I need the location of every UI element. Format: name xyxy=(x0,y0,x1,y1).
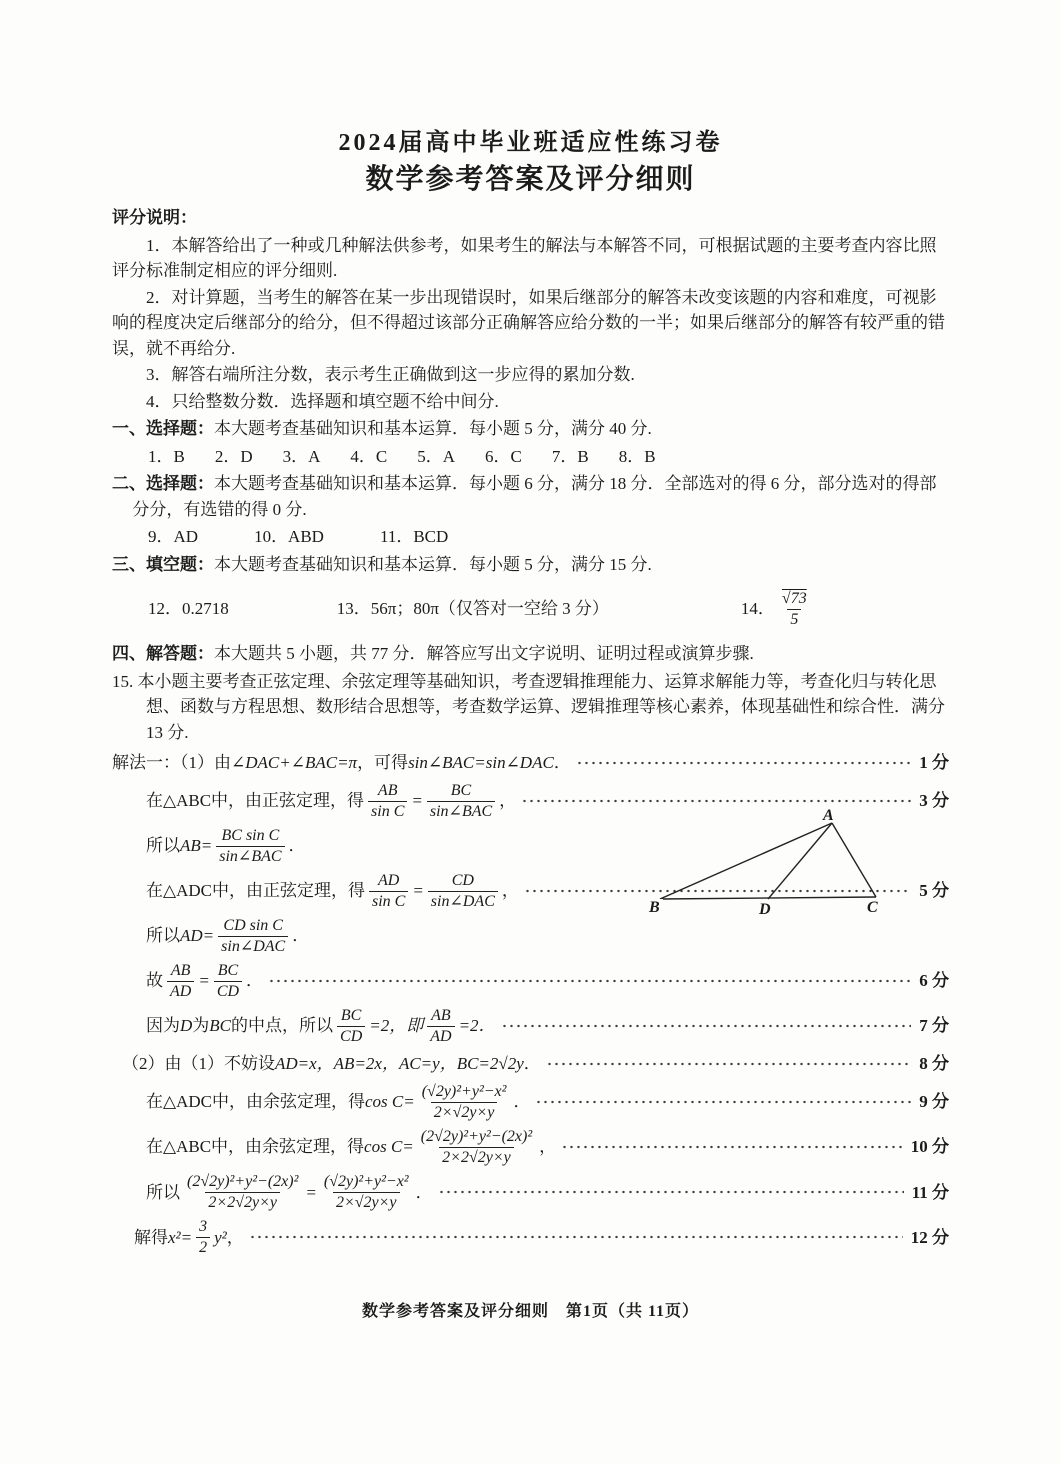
fraction-denominator: sin∠DAC xyxy=(218,936,288,957)
solution-text: ， xyxy=(501,881,519,901)
fill-answer-13: 13．56π；80π（仅答对一空给 3 分） xyxy=(336,599,609,619)
vertex-label-c: C xyxy=(864,899,881,917)
fraction-denominator: 2×√2y×y xyxy=(431,1102,498,1123)
fraction xyxy=(216,826,284,866)
math-expression: x²= xyxy=(168,1227,193,1247)
answers-row-1 xyxy=(112,444,949,470)
math-expression: =2，即 xyxy=(369,1016,424,1036)
dotted-leader xyxy=(521,797,911,805)
answer-item: 2．D xyxy=(214,446,253,466)
grading-note-3: 3．解答右端所注分数，表示考生正确做到这一步应得的累加分数. xyxy=(146,365,635,384)
section-4-desc: 本大题共 5 小题，共 77 分．解答应写出文字说明、证明过程或演算步骤. xyxy=(214,644,754,663)
solution-text: ． xyxy=(523,1054,541,1074)
solution-text: 解法一：（1）由 xyxy=(112,753,231,773)
dotted-leader xyxy=(546,1060,911,1068)
solution-text: 为 xyxy=(192,1016,210,1036)
solution-text: 在△ABC中，由余弦定理，得 xyxy=(146,1137,365,1157)
section-4-heading xyxy=(112,641,949,667)
math-expression: AD= xyxy=(180,926,215,946)
fraction-numerator: (2√2y)²+y²−(2x)² xyxy=(187,1173,299,1191)
solution-line-8 xyxy=(112,1050,949,1078)
math-expression: =2． xyxy=(458,1016,496,1036)
section-2-heading xyxy=(112,471,949,522)
grading-notes-heading: 评分说明： xyxy=(112,208,197,227)
section-1-label: 一、选择题： xyxy=(112,419,214,438)
solution-text: ． xyxy=(415,1182,433,1202)
solution-line-6 xyxy=(112,960,949,1002)
fraction-denominator: 2 xyxy=(196,1237,210,1258)
fraction-denominator: AD xyxy=(427,1026,454,1047)
fraction xyxy=(428,871,498,911)
math-expression: D xyxy=(180,1016,193,1036)
math-expression: AD=x，AB=2x，AC=y，BC=2√2y xyxy=(275,1054,524,1074)
section-4-label: 四、解答题： xyxy=(112,644,214,663)
answer-item: 1．B xyxy=(148,446,185,466)
math-expression: ∠DAC+∠BAC=π xyxy=(231,753,358,773)
fraction xyxy=(418,1127,535,1167)
fraction-denominator: CD xyxy=(337,1026,365,1047)
section-1-desc: 本大题考查基础知识和基本运算．每小题 5 分，满分 40 分. xyxy=(214,419,652,438)
section-3-label: 三、填空题： xyxy=(112,554,214,574)
section-1-heading xyxy=(112,416,949,442)
answer-item: 11．BCD xyxy=(379,527,449,546)
vertex-label-d: D xyxy=(756,901,774,919)
fraction-denominator: sin C xyxy=(368,801,407,822)
dotted-leader xyxy=(501,1022,912,1030)
score-mark: 7 分 xyxy=(919,1016,949,1036)
fraction-denominator: AD xyxy=(167,981,194,1002)
solution-text: 所以 xyxy=(146,836,180,856)
fraction xyxy=(427,1006,454,1046)
fraction xyxy=(218,916,288,956)
dotted-leader xyxy=(249,1233,903,1241)
solution-line-12 xyxy=(112,1216,949,1258)
solution-text: ． xyxy=(288,836,306,856)
solution-line-10 xyxy=(112,1126,949,1168)
fraction-numerator: (√2y)²+y²−x² xyxy=(421,1083,507,1101)
answer-item: 6．C xyxy=(485,446,522,466)
page-title: 2024届高中毕业班适应性练习卷 xyxy=(338,130,723,156)
fraction-numerator: (2√2y)²+y²−(2x)² xyxy=(420,1128,533,1146)
solution-text: ，可得 xyxy=(357,753,409,773)
fraction xyxy=(369,871,408,911)
solution-text: 在△ABC中，由正弦定理，得 xyxy=(146,791,365,811)
fraction-numerator: AD xyxy=(377,872,400,890)
fraction-numerator: CD sin C xyxy=(223,917,283,935)
solution-line-9 xyxy=(112,1081,949,1123)
vertex-label-a: A xyxy=(823,807,834,824)
solution-text: ， xyxy=(499,791,517,811)
fraction xyxy=(337,1006,365,1046)
fraction-numerator: BC xyxy=(340,1007,362,1025)
solution-block xyxy=(112,749,949,1258)
solution-text: 在△ADC中，由正弦定理，得 xyxy=(146,881,365,901)
fraction-numerator: AB xyxy=(431,1007,451,1025)
math-expression: = xyxy=(412,881,424,901)
answer-item: 4．C xyxy=(350,446,388,466)
solution-line-7 xyxy=(112,1005,949,1047)
question-15-intro: 15. 本小题主要考查正弦定理、余弦定理等基础知识，考查逻辑推理能力、运算求解能力等，考查化归与转化思想、函数与方程思想、数形结合思想等，考查数学运算、逻辑推理等核心素养，体现基础性和综合性．满分 13 分. xyxy=(112,671,945,742)
section-2-label: 二、选择题： xyxy=(112,474,214,493)
fraction-denominator: 2×2√2y×y xyxy=(439,1147,514,1168)
solution-text: ． xyxy=(513,1092,531,1112)
answer-item: 8．B xyxy=(618,446,656,466)
fill-answer-12: 12．0.2718 xyxy=(148,599,229,619)
fraction-denominator: sin∠BAC xyxy=(216,846,284,867)
math-expression: sin∠BAC=sin∠DAC xyxy=(408,753,554,773)
score-mark: 5 分 xyxy=(919,881,949,901)
fraction xyxy=(184,1172,301,1212)
solution-text: 解得 xyxy=(134,1227,168,1247)
vertex-label-b: B xyxy=(646,899,663,917)
math-expression: = xyxy=(198,971,210,991)
math-expression: y² xyxy=(214,1227,227,1247)
math-expression: = xyxy=(411,791,423,811)
solution-text: 所以 xyxy=(146,926,180,946)
answer-item: 10．ABD xyxy=(254,527,324,546)
math-expression: = xyxy=(305,1182,317,1202)
section-3-heading xyxy=(112,552,949,578)
math-expression: AB= xyxy=(180,836,213,856)
fraction-denominator: sin∠BAC xyxy=(427,801,495,822)
fraction-denominator: 5 xyxy=(787,609,801,630)
fraction xyxy=(419,1082,510,1122)
solution-text: ． xyxy=(246,971,264,991)
score-mark: 6 分 xyxy=(919,971,949,991)
grading-note-4: 4．只给整数分数．选择题和填空题不给中间分. xyxy=(146,391,499,411)
math-expression: cos C= xyxy=(364,1137,414,1157)
fraction-denominator: sin∠DAC xyxy=(428,891,498,912)
fraction-denominator: 2×2√2y×y xyxy=(205,1192,280,1213)
math-expression: cos C= xyxy=(364,1092,415,1112)
fraction-numerator: AB xyxy=(377,782,398,799)
fraction xyxy=(368,781,407,821)
solution-text: ． xyxy=(553,753,571,773)
fraction-numerator: BC xyxy=(450,782,472,799)
solution-text: 的中点，所以 xyxy=(231,1016,334,1036)
solution-text: 故 xyxy=(146,971,163,991)
fraction-denominator: 2×√2y×y xyxy=(333,1192,400,1213)
solution-text: ． xyxy=(292,926,310,946)
fraction-numerator: BC xyxy=(217,962,239,980)
answer-item: 7．B xyxy=(551,446,589,466)
dotted-leader xyxy=(438,1188,904,1196)
dotted-leader xyxy=(535,1098,911,1106)
fraction-numerator: AB xyxy=(170,962,191,980)
score-mark: 1 分 xyxy=(919,753,949,773)
score-mark: 3 分 xyxy=(919,791,949,811)
fraction xyxy=(196,1217,210,1257)
solution-text: 因为 xyxy=(146,1016,180,1036)
score-mark: 11 分 xyxy=(911,1182,949,1202)
solution-text: 所以 xyxy=(146,1182,180,1202)
fraction xyxy=(321,1172,412,1212)
fraction xyxy=(214,961,242,1001)
answer-item: 5．A xyxy=(417,446,456,466)
math-expression: BC xyxy=(209,1016,232,1036)
section-3-desc: 本大题考查基础知识和基本运算．每小题 5 分，满分 15 分. xyxy=(214,554,652,574)
answer-item: 9．AD xyxy=(148,527,199,546)
fill-answer-14 xyxy=(741,588,814,630)
solution-line-11 xyxy=(112,1171,949,1213)
answer-item: 3．A xyxy=(282,446,321,466)
section-2-desc: 本大题考查基础知识和基本运算．每小题 6 分，满分 18 分．全部选对的得 6 分，部分选对的得部分分，有选错的得 0 分. xyxy=(132,474,937,519)
fraction xyxy=(427,781,495,821)
dotted-leader xyxy=(561,1143,903,1151)
fraction-numerator: 3 xyxy=(199,1218,208,1236)
score-mark: 9 分 xyxy=(919,1092,949,1112)
fraction-numerator: BC sin C xyxy=(221,827,280,845)
fraction-numerator: CD xyxy=(451,872,474,890)
fraction xyxy=(167,961,194,1001)
fraction-denominator: sin C xyxy=(369,891,408,912)
solution-text: （2）由（1）不妨设 xyxy=(122,1054,275,1074)
solution-text: ， xyxy=(226,1227,244,1247)
page-subtitle: 数学参考答案及评分细则 xyxy=(365,164,696,195)
score-mark: 10 分 xyxy=(910,1137,949,1157)
grading-note-1: 1．本解答给出了一种或几种解法供参考，如果考生的解法与本解答不同，可根据试题的主要考查内容比照评分标准制定相应的评分细则. xyxy=(112,235,937,280)
dotted-leader xyxy=(576,759,911,767)
triangle-figure xyxy=(649,807,904,925)
dotted-leader xyxy=(268,977,911,985)
page-footer: 数学参考答案及评分细则 第1页（共 11页） xyxy=(361,1303,700,1320)
solution-text: ， xyxy=(539,1137,557,1157)
solution-line-1 xyxy=(112,749,949,777)
grading-note-2: 2．对计算题，当考生的解答在某一步出现错误时，如果后继部分的解答未改变该题的内容和难度，可视影响的程度决定后继部分的给分，但不得超过该部分正确解答应给分数的一半；如果后继部分的解答有较严重的错误，就不再给分. xyxy=(112,287,945,358)
score-mark: 12 分 xyxy=(910,1227,949,1247)
fraction xyxy=(779,589,810,629)
fraction-denominator: CD xyxy=(214,981,242,1002)
score-mark: 8 分 xyxy=(919,1054,949,1074)
fraction-numerator: (√2y)²+y²−x² xyxy=(323,1173,409,1191)
fill-in-answers-row xyxy=(112,581,949,637)
fill-answer-14-label: 14． xyxy=(740,599,775,619)
fraction-numerator: √73 xyxy=(781,589,807,607)
solution-text: 在△ADC中，由余弦定理，得 xyxy=(146,1092,365,1112)
answers-row-2 xyxy=(112,524,949,550)
